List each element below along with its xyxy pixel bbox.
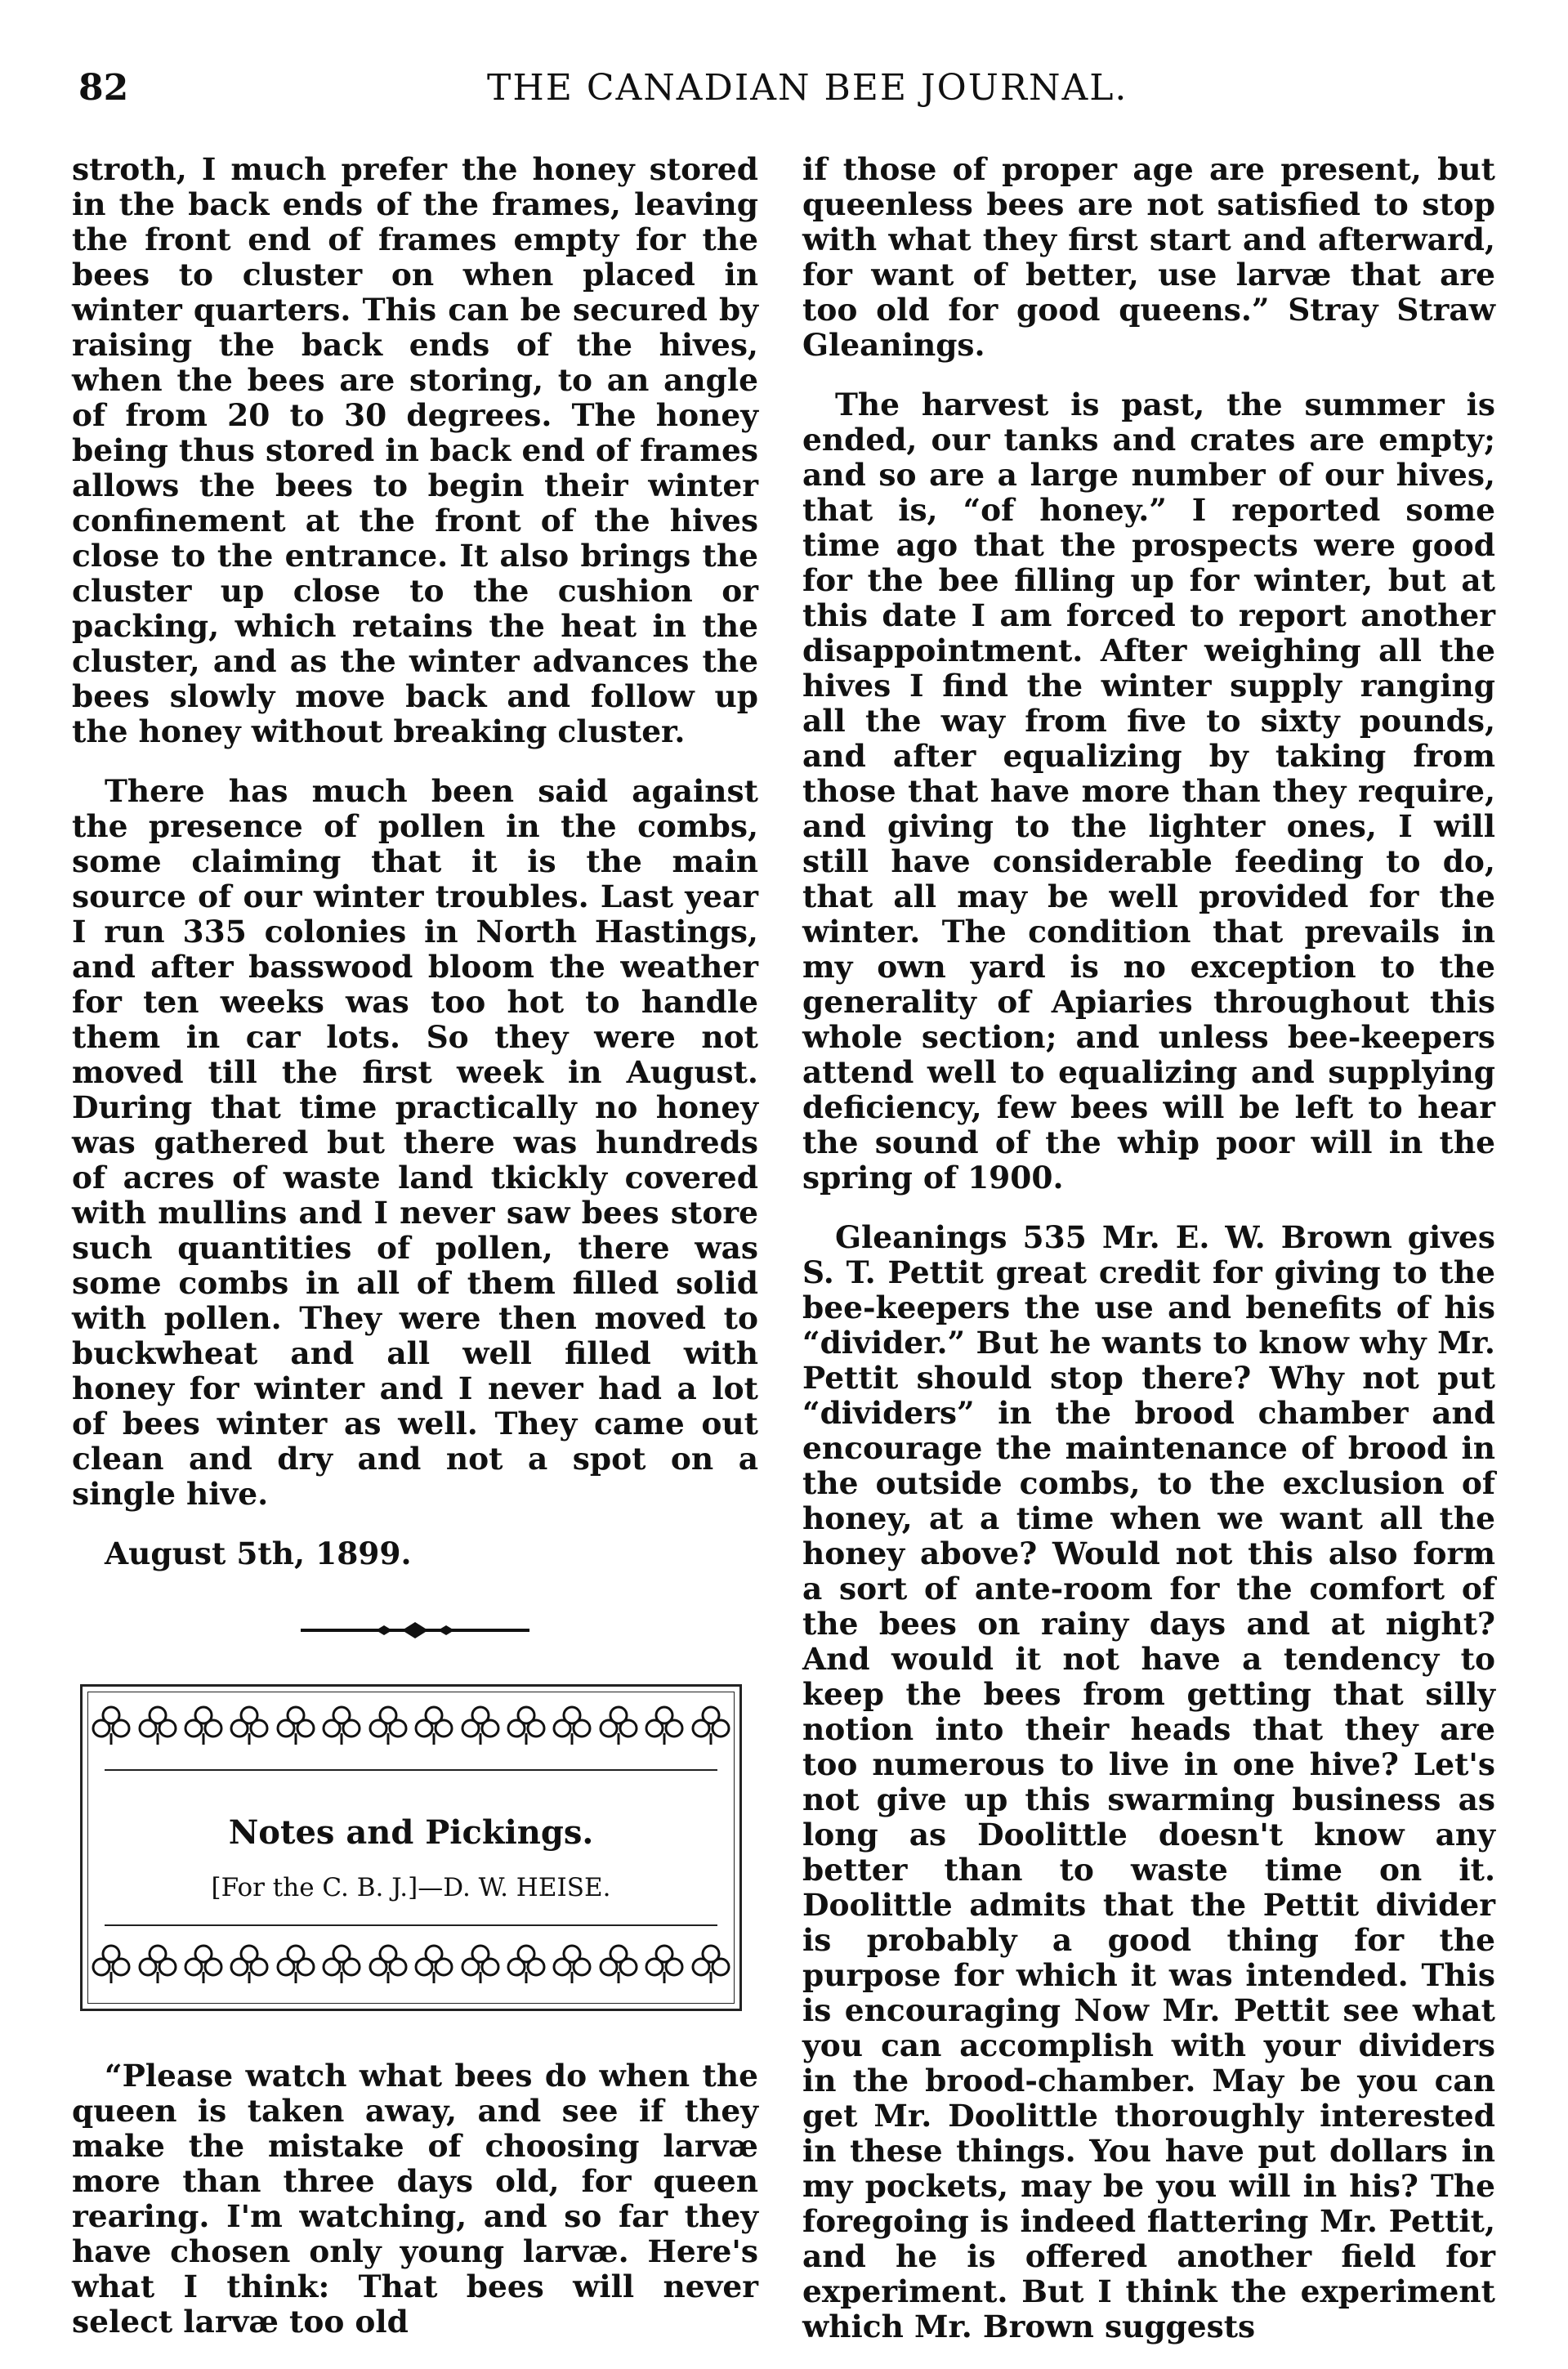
trefoil-icon (367, 1704, 409, 1753)
dash-diamond-ornament-icon (72, 1620, 758, 1640)
trefoil-icon (320, 1942, 363, 1991)
trefoil-icon (413, 1704, 455, 1753)
trefoil-icon (320, 1704, 363, 1753)
trefoil-icon (459, 1704, 502, 1753)
trefoil-icon (643, 1942, 686, 1991)
left-paragraph-3: “Please watch what bees do when the queen is taken away, and see if they make the mistake of choosing larvæ more than three days old, for queen rearing. I'm watching, and so far they have chosen only young larvæ. Here's what I think: That bees will never select larvæ too old (72, 2058, 758, 2340)
trefoil-icon (136, 1942, 179, 1991)
trefoil-border-top-icon (88, 1704, 734, 1753)
right-paragraph-1: if those of proper age are present, but queenless bees are not satisfied to stop with what they first start and afterward, for want of better, use larvæ that are too old for good queens.” Stray Straw Gleanings. (802, 151, 1495, 363)
trefoil-icon (228, 1942, 270, 1991)
left-paragraph-1: stroth, I much prefer the honey stored in the back ends of the frames, leaving the front end of frames empty for the bees to cluster on when placed in winter quarters. This can be secured by raising the back ends of the hives, when the bees are storing, to an angle of from 20 to 30 degrees. The honey being thus stored in back end of frames allows the bees to begin their winter confinement at the front of the hives close to the entrance. It also brings the cluster up close to the cushion or packing, which retains the heat in the cluster, and as the winter advances the bees slowly move back and follow up the honey without breaking cluster. (72, 151, 758, 749)
trefoil-icon (136, 1704, 179, 1753)
trefoil-icon (90, 1704, 132, 1753)
page-header (78, 42, 1549, 108)
trefoil-icon (551, 1942, 593, 1991)
date-line: August 5th, 1899. (105, 1535, 412, 1571)
journal-title: THE CANADIAN BEE JOURNAL. (487, 67, 1128, 109)
left-column (72, 152, 758, 2364)
page-number: 82 (78, 67, 129, 109)
notes-and-pickings-box (80, 1684, 742, 2011)
right-paragraph-3: Gleanings 535 Mr. E. W. Brown gives S. T. Pettit great credit for giving to the bee-keepers the use and benefits of his “divider.” But he wants to know why Mr. Pettit should stop there? Why not put “dividers” in the brood chamber and encourage the maintenance of brood in the outside combs, to the exclusion of honey, at a time when we want all the honey above? Would not this also form a sort of ante-room for the comfort of the bees on rainy days and at night? And would it not have a tendency to keep the bees from getting that silly notion into their heads that they are too numerous to live in one hive? Let's not give up this swarming business as long as Doolittle doesn't know any better than to waste time on it. Doolittle admits that the Pettit divider is probably a good thing for the purpose for which it was intended. This is encouraging Now Mr. Pettit see what you can accomplish with your dividers in the brood-chamber. May be you can get Mr. Doolittle thoroughly interested in these things. You have put dollars in my pockets, may be you will in his? The foregoing is indeed flattering Mr. Pettit, and he is offered another field for experiment. But I think the experiment which Mr. Brown suggests (802, 1219, 1495, 2344)
left-paragraph-2: There has much been said against the presence of pollen in the combs, some claiming that it is the main source of our winter troubles. Last year I run 335 colonies in North Hastings, and after basswood bloom the weather for ten weeks was too hot to handle them in car lots. So they were not moved till the first week in August. During that time practically no honey was gathered but there was hundreds of acres of waste land tkickly covered with mullins and I never saw bees store such quantities of pollen, there was some combs in all of them filled solid with pollen. They were then moved to buckwheat and all well filled with honey for winter and I never had a lot of bees winter as well. They came out clean and dry and not a spot on a single hive. (72, 773, 758, 1512)
trefoil-icon (275, 1704, 317, 1753)
right-paragraph-2: The harvest is past, the summer is ended, our tanks and crates are empty; and so are a large number of our hives, that is, “of honey.” I reported some time ago that the prospects were good for the bee filling up for winter, but at this date I am forced to report another disappointment. After weighing all the hives I find the winter supply ranging all the way from five to sixty pounds, and after equalizing by taking from those that have more than they require, and giving to the lighter ones, I will still have considerable feeding to do, that all may be well provided for the winter. The condition that prevails in my own yard is no exception to the generality of Apiaries throughout this whole section; and unless bee-keepers attend well to equalizing and supplying deficiency, few bees will be left to hear the sound of the whip poor will in the spring of 1900. (802, 387, 1495, 1196)
trefoil-icon (228, 1704, 270, 1753)
trefoil-icon (505, 1942, 547, 1991)
section-heading: Notes and Pickings. (228, 1813, 594, 1852)
section-credit: [For the C. B. J.]—D. W. HEISE. (211, 1873, 611, 1902)
trefoil-icon (597, 1942, 640, 1991)
trefoil-icon (690, 1704, 732, 1753)
trefoil-icon (275, 1942, 317, 1991)
trefoil-icon (182, 1942, 225, 1991)
right-column (802, 152, 1495, 2369)
trefoil-icon (597, 1704, 640, 1753)
trefoil-icon (690, 1942, 732, 1991)
trefoil-icon (182, 1704, 225, 1753)
trefoil-icon (90, 1942, 132, 1991)
trefoil-icon (413, 1942, 455, 1991)
trefoil-icon (505, 1704, 547, 1753)
trefoil-icon (459, 1942, 502, 1991)
trefoil-icon (643, 1704, 686, 1753)
trefoil-icon (367, 1942, 409, 1991)
trefoil-icon (551, 1704, 593, 1753)
trefoil-border-bottom-icon (88, 1942, 734, 1991)
